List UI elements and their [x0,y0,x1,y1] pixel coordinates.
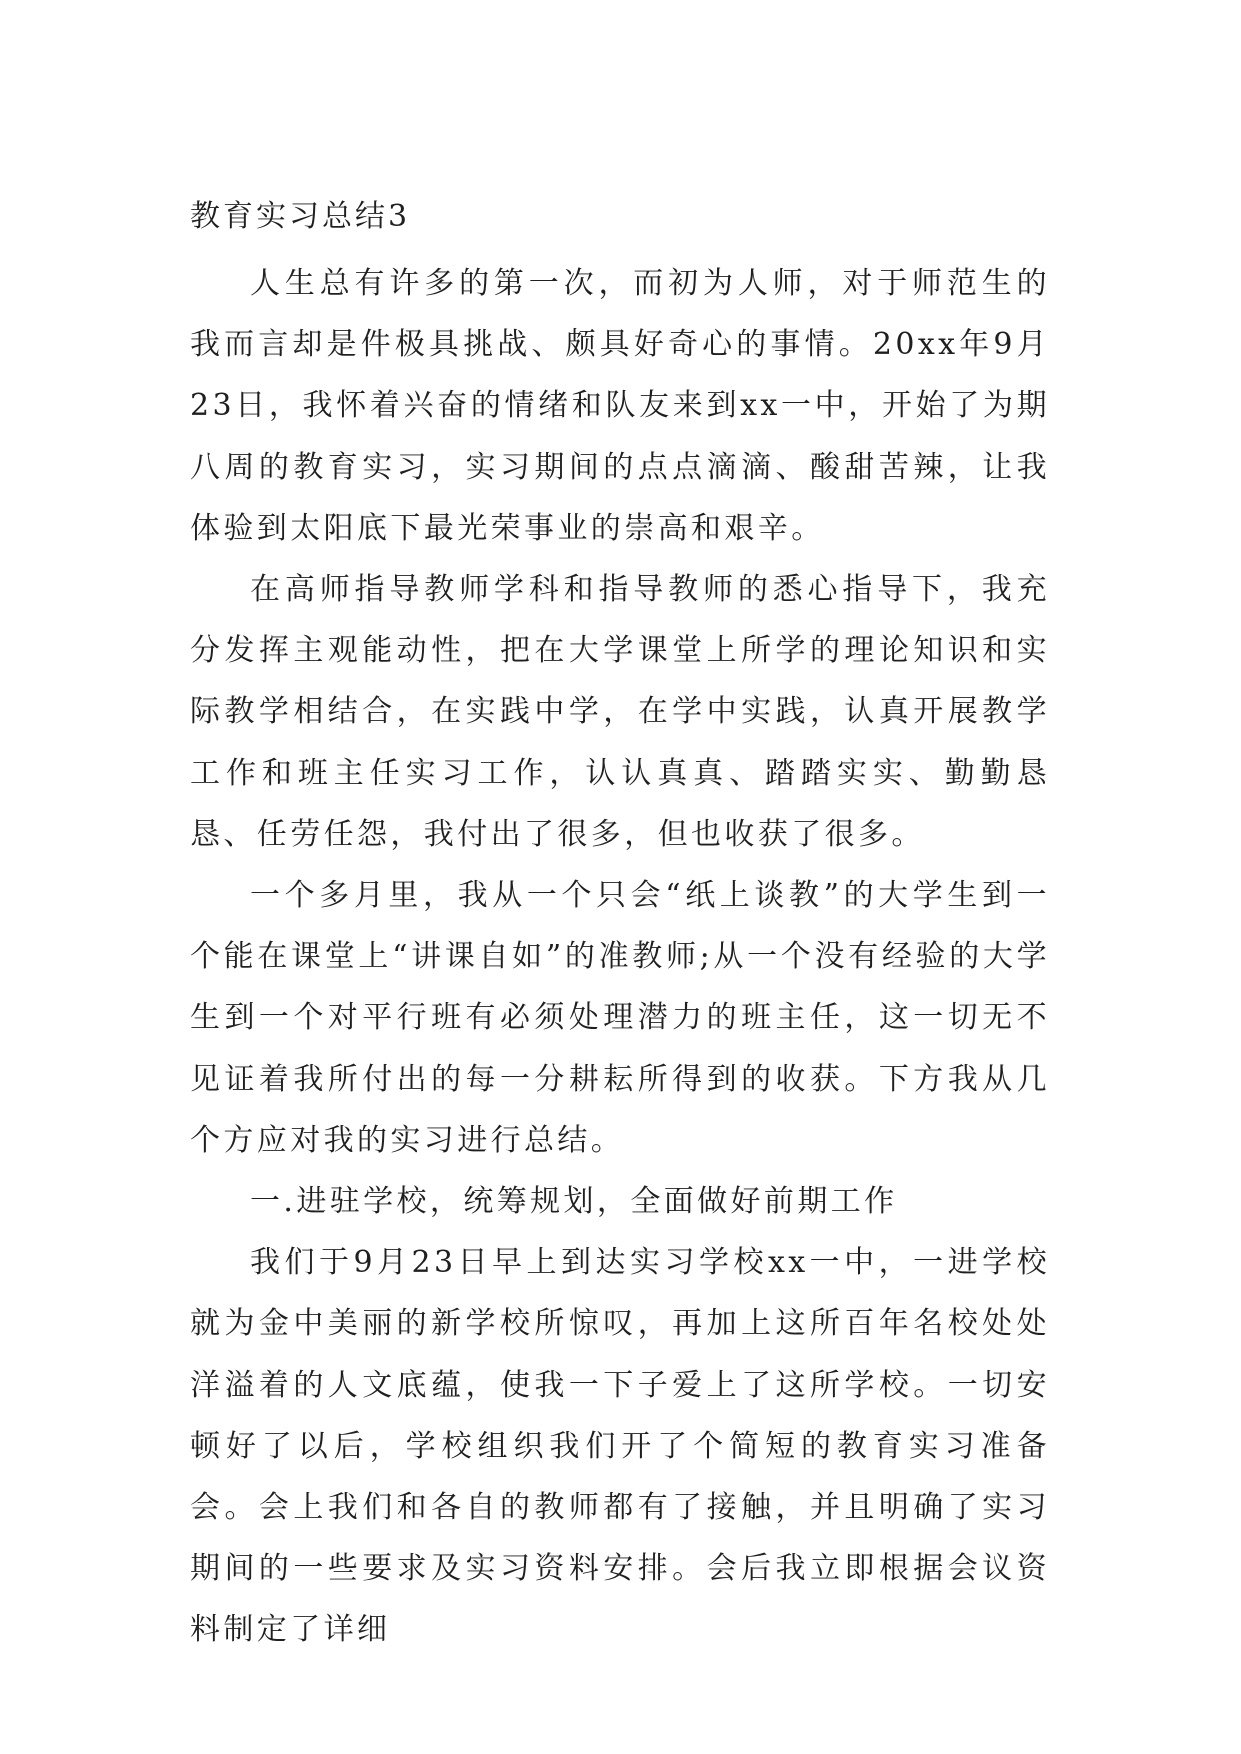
paragraph-arrival: 我们于9月23日早上到达实习学校xx一中，一进学校就为金中美丽的新学校所惊叹，再加上这所百年名校处处洋溢着的人文底蕴，使我一下子爱上了这所学校。一切安顿好了以后，学校组织我们开了个简短的教育实习准备会。会上我们和各自的教师都有了接触，并且明确了实习期间的一些要求及实习资料安排。会后我立即根据会议资料制定了详细 [190,1245,1050,1648]
document-title: 教育实习总结3 [190,199,411,234]
paragraph-guidance: 在高师指导教师学科和指导教师的悉心指导下，我充分发挥主观能动性，把在大学课堂上所学的理论知识和实际教学相结合，在实践中学，在学中实践，认真开展教学工作和班主任实习工作，认认真真、踏踏实实、勤勤恳恳、任劳任怨，我付出了很多，但也收获了很多。 [190,572,1050,852]
paragraph-intro: 人生总有许多的第一次，而初为人师，对于师范生的我而言却是件极具挑战、颇具好奇心的事情。20xx年9月23日，我怀着兴奋的情绪和队友来到xx一中，开始了为期八周的教育实习，实习期间的点点滴滴、酸甜苦辣，让我体验到太阳底下最光荣事业的崇高和艰辛。 [190,266,1050,546]
section-heading: 一.进驻学校，统筹规划，全面做好前期工作 [250,1184,898,1220]
document-body [190,186,1050,1661]
paragraph-growth: 一个多月里，我从一个只会“纸上谈教”的大学生到一个能在课堂上“讲课自如”的准教师;从一个没有经验的大学生到一个对平行班有必须处理潜力的班主任，这一切无不见证着我所付出的每一分耕耘所得到的收获。下方我从几个方应对我的实习进行总结。 [190,878,1050,1158]
